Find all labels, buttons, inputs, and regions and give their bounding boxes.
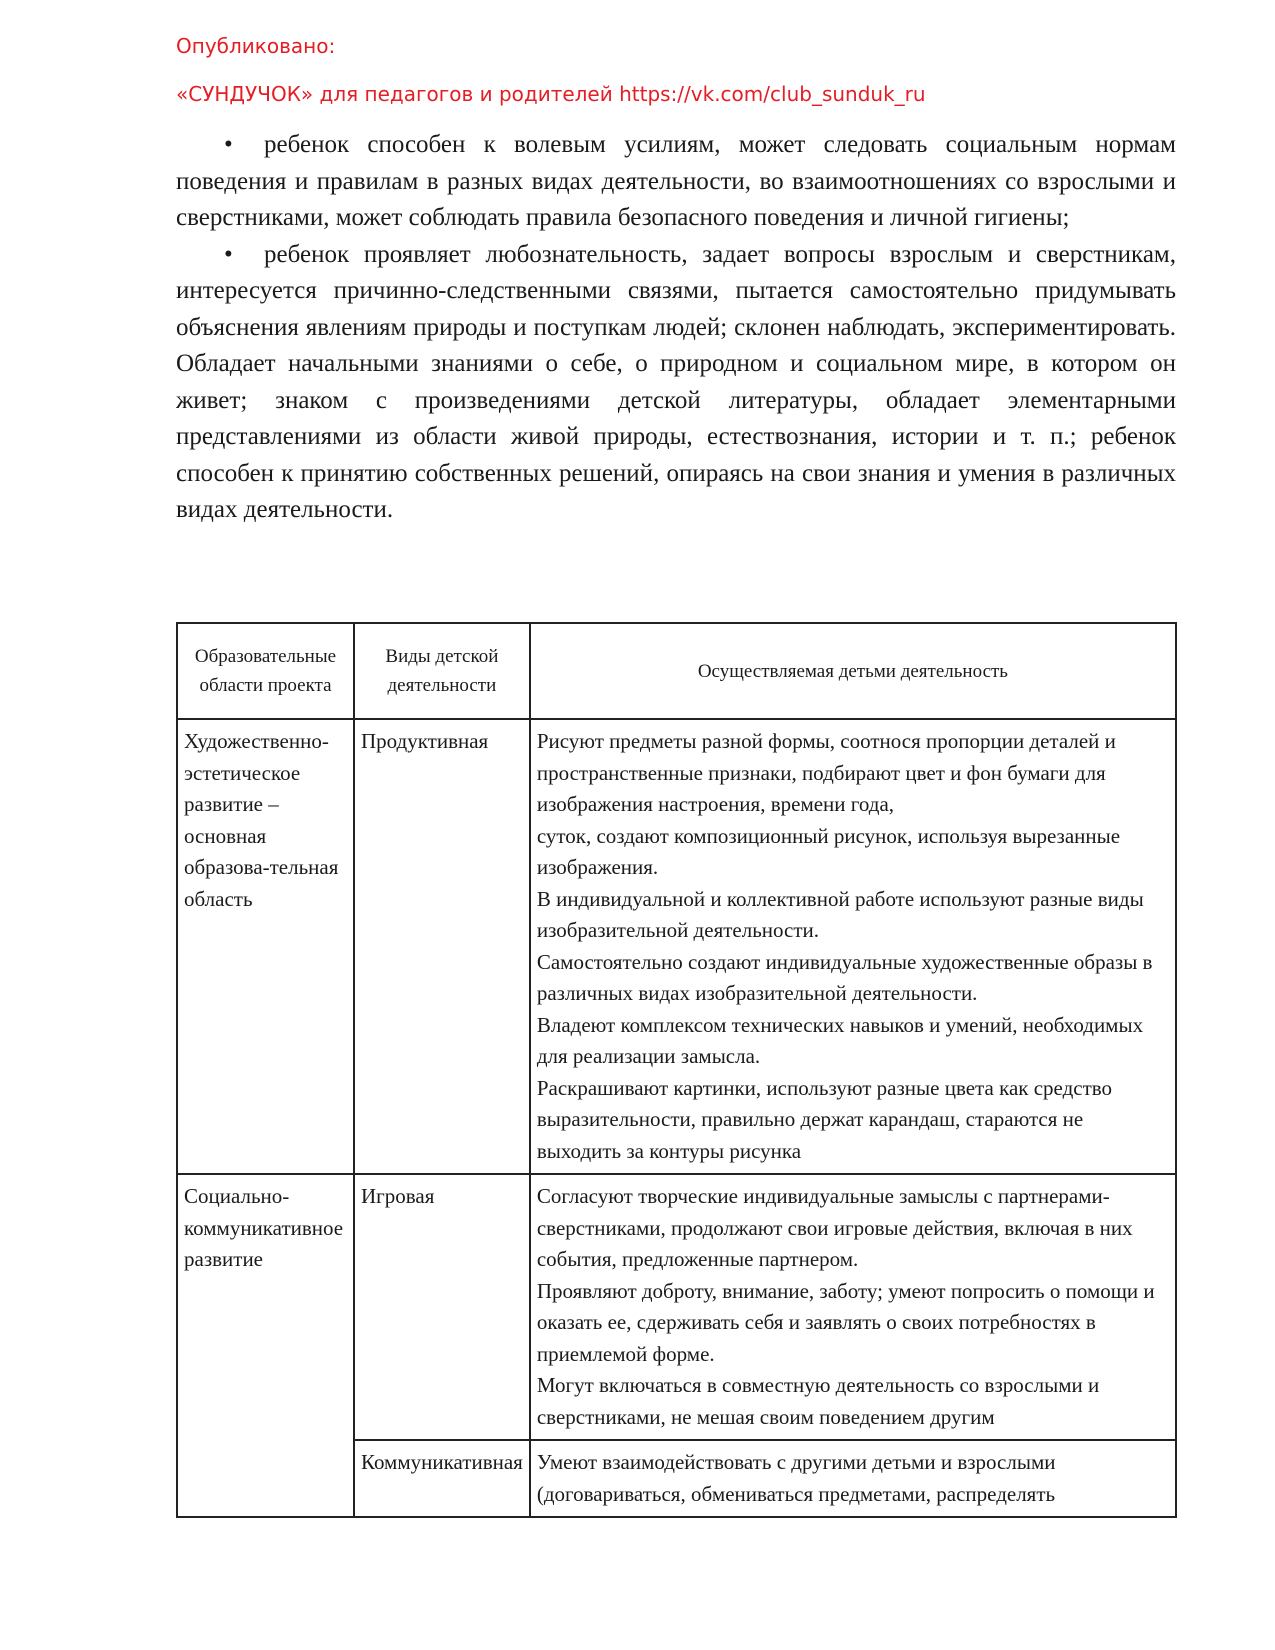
paragraph-text: ребенок способен к волевым усилиям, может следовать социальным нормам поведения и правилам в разных видах деятельности, во взаимоотношениях со взрослыми и сверстниками, может соблюдать правила безопасного поведения и личной гигиены; [176, 131, 1176, 231]
table-row [177, 719, 1176, 1174]
paragraph-2 [176, 237, 1176, 529]
header-activity-types: Виды детской деятельности [354, 623, 530, 719]
cell-activity [530, 719, 1176, 1174]
header-activity: Осуществляемая детьми деятельность [530, 623, 1176, 719]
cell-area: Социально-коммуникативное развитие [177, 1174, 354, 1517]
activity-line: Раскрашивают картинки, используют разные цвета как средство выразительности, правильно держат карандаш, стараются не выходить за контуры рисунка [536, 1075, 1113, 1163]
table-header-row [177, 623, 1176, 719]
activity-line: Согласуют творческие индивидуальные замыслы с партнерами-сверстниками, продолжают свои игровые действия, включая в них события, предложенные партнером. [536, 1184, 1133, 1271]
activity-line: суток, создают композиционный рисунок, используя вырезанные изображения. [536, 823, 1121, 879]
header-areas: Образовательные области проекта [177, 623, 354, 719]
cell-area: Художественно-эстетическое развитие – основная образова-тельная область [177, 719, 354, 1174]
body-text [176, 127, 1176, 529]
published-label: Опубликовано: [176, 34, 336, 58]
paragraph-text: ребенок проявляет любознательность, задает вопросы взрослым и сверстникам, интересуется причинно-следственными связями, пытается самостоятельно придумывать объяснения явлениям природы и поступкам людей; склонен наблюдать, экспериментировать. Обладает начальными знаниями о себе, о природном и социальном мире, в котором он живет; знаком с произведениями детской литературы, обладает элементарными представлениями из области живой природы, естествознания, истории и т. п.; ребенок способен к принятию собственных решений, опираясь на свои знания и умения в различных видах деятельности. [176, 240, 1176, 523]
source-link[interactable]: «СУНДУЧОК» для педагогов и родителей https://vk.com/club_sunduk_ru [176, 82, 926, 106]
activity-line: Умеют взаимодействовать с другими детьми и взрослыми (договариваться, обмениваться предметами, распределять [536, 1450, 1056, 1506]
bullet-icon: • [224, 240, 233, 268]
bullet-icon: • [224, 131, 233, 158]
paragraph-1 [176, 127, 1176, 237]
activity-line: Самостоятельно создают индивидуальные художественные образы в различных видах изобразительной деятельности. [536, 949, 1153, 1005]
activity-line: Могут включаться в совместную деятельность со взрослыми и сверстниками, не мешая своим поведением другим [536, 1373, 1100, 1429]
cell-activity-type: Продуктивная [354, 719, 530, 1174]
cell-activity [530, 1440, 1176, 1517]
activities-table [176, 622, 1177, 1518]
activity-line: Владеют комплексом технических навыков и умений, необходимых для реализации замысла. [536, 1012, 1144, 1068]
table-row [177, 1174, 1176, 1440]
cell-activity-type: Игровая [354, 1174, 530, 1440]
cell-activity-type: Коммуникативная [354, 1440, 530, 1517]
activity-line: Проявляют доброту, внимание, заботу; умеют попросить о помощи и оказать ее, сдерживать себя и заявлять о своих потребностях в приемлемой форме. [536, 1278, 1155, 1366]
activity-line: В индивидуальной и коллективной работе используют разные виды изобразительной деятельности. [536, 886, 1144, 942]
cell-activity [530, 1174, 1176, 1440]
activity-line: Рисуют предметы разной формы, соотнося пропорции деталей и пространственные признаки, подбирают цвет и фон бумаги для изображения настроения, времени года, [536, 729, 1116, 816]
